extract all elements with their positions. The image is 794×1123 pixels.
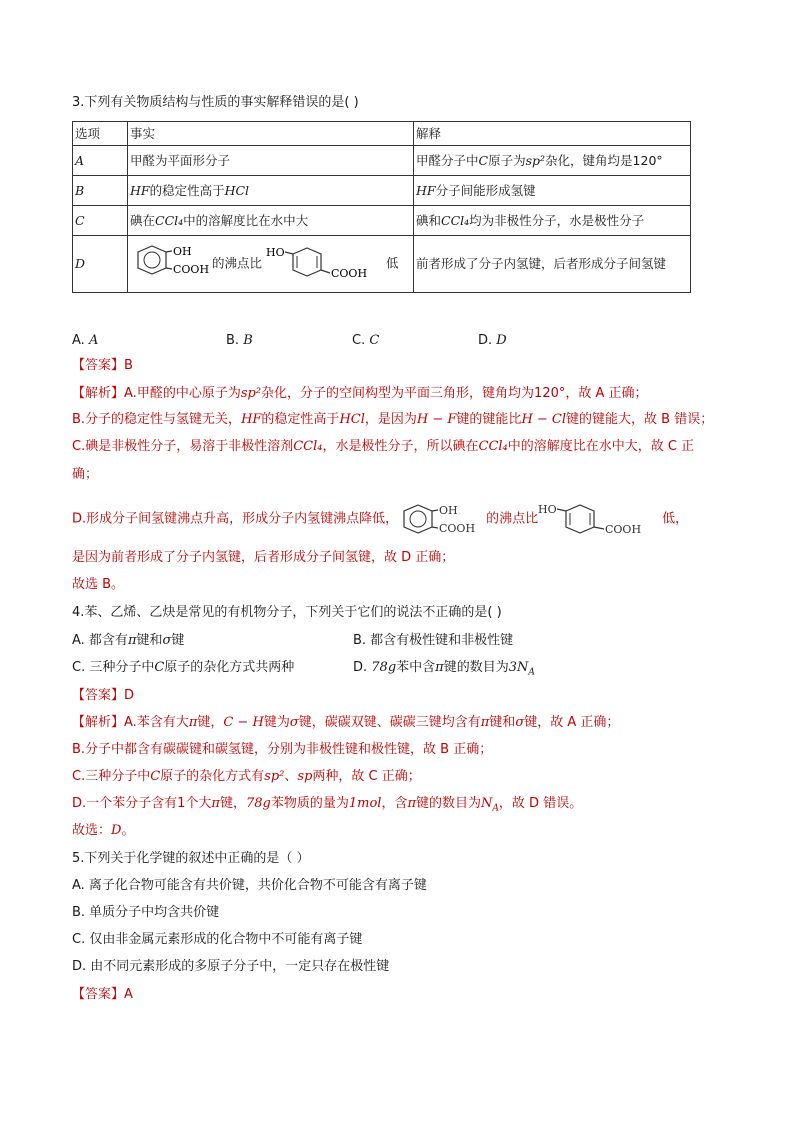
oh-label: OH — [173, 245, 192, 258]
q3-analysis-line-c-cont: 确； — [72, 467, 99, 482]
q3-table — [72, 121, 691, 293]
q3-conclusion: 故选 B。 — [72, 577, 125, 592]
oh-label: OH — [439, 504, 458, 517]
q5-option-b[interactable]: B. 单质分子中均含共价键 — [72, 905, 220, 920]
table-row — [73, 206, 691, 236]
row-fact: 碘在CCl₄中的溶解度比在水中大 — [128, 206, 414, 236]
q3-analysis-line-a: 【解析】A.甲醛的中心原子为sp²杂化，分子的空间构型为平面三角形，键角均为120°，故 A 正确； — [72, 386, 648, 401]
row-option: B — [73, 176, 128, 206]
table-row — [73, 236, 691, 293]
q3-option-c[interactable]: C. C — [352, 333, 380, 348]
row-explanation: 甲醛分子中C原子为sp²杂化，键角均是120° — [414, 146, 691, 176]
q5-option-c[interactable]: C. 仅由非金属元素形成的化合物中不可能有离子键 — [72, 932, 363, 947]
row-explanation: HF分子间能形成氢键 — [414, 176, 691, 206]
cooh-label: COOH — [439, 522, 476, 535]
q5-stem: 5.下列关于化学键的叙述中正确的是（ ） — [72, 851, 310, 866]
row-option: D — [73, 236, 128, 293]
row-option: A — [73, 146, 128, 176]
q4-option-b[interactable]: B. 都含有极性键和非极性键 — [353, 633, 514, 648]
table-row — [73, 146, 691, 176]
row-fact: 甲醛为平面形分子 — [128, 146, 414, 176]
header-fact: 事实 — [128, 122, 414, 146]
q5-option-d[interactable]: D. 由不同元素形成的多原子分子中，一定只存在极性键 — [72, 959, 390, 974]
q4-analysis-line-d: D.一个苯分子含有1个大π键，78g苯物质的量为1mol，含π键的数目为$N_A$，故 D 错误。 — [72, 796, 583, 814]
row-option: C — [73, 206, 128, 236]
q3-answer: 【答案】B — [72, 358, 133, 373]
q3-option-b[interactable]: B. B — [226, 333, 253, 348]
ho-label: HO — [538, 503, 557, 516]
header-explanation: 解释 — [414, 122, 691, 146]
p-hydroxybenzoic-acid-structure — [266, 244, 386, 284]
cooh-label: COOH — [331, 267, 368, 280]
row-fact: HF的稳定性高于HCl — [128, 176, 414, 206]
q3-analysis-line-d: D.形成分子间氢键沸点升高，形成分子内氢键沸点降低， OH COOH 的沸点比 HO COOH 低， — [72, 499, 688, 540]
q5-answer: 【答案】A — [72, 987, 133, 1002]
q4-analysis-line-a: 【解析】A.苯含有大π键，C − H键为σ键，碳碳双键、碳碳三键均含有π键和σ键，故 A 正确； — [72, 715, 620, 730]
q4-option-c[interactable]: C. 三种分子中C原子的杂化方式共两种 — [72, 660, 295, 675]
q4-analysis-line-c: C.三种分子中C原子的杂化方式有sp²、sp两种，故 C 正确； — [72, 769, 421, 784]
q3-option-d[interactable]: D. D — [478, 333, 507, 348]
q4-stem: 4.苯、乙烯、乙炔是常见的有机物分子，下列关于它们的说法不正确的是( ) — [72, 605, 502, 620]
q5-option-a[interactable]: A. 离子化合物可能含有共价键，共价化合物不可能含有离子键 — [72, 878, 427, 893]
p-hydroxybenzoic-acid-structure — [538, 499, 662, 539]
table-row — [73, 176, 691, 206]
q3-analysis-line-d-cont: 是因为前者形成了分子内氢键，后者形成分子间氢键，故 D 正确； — [72, 550, 455, 565]
q4-conclusion: 故选：D。 — [72, 823, 135, 838]
q4-option-a[interactable]: A. 都含有π键和σ键 — [72, 633, 185, 648]
header-option: 选项 — [73, 122, 128, 146]
row-fact: OH COOH 的沸点比 HO COOH 低 — [128, 236, 414, 293]
q3-analysis-line-c: C.碘是非极性分子，易溶于非极性溶剂CCl₄，水是极性分子，所以碘在CCl₄中的溶解度比在水中大，故 C 正 — [72, 439, 695, 454]
q4-analysis-line-b: B.分子中都含有碳碳键和碳氢键，分别为非极性键和极性键，故 B 正确； — [72, 742, 493, 757]
ho-label: HO — [266, 246, 285, 259]
q4-answer: 【答案】D — [72, 688, 135, 703]
q4-option-d[interactable]: D. 78g苯中含π键的数目为$3N_A$ — [353, 660, 535, 678]
salicylic-acid-structure — [398, 499, 486, 539]
cooh-label: COOH — [173, 263, 210, 276]
q3-stem: 3.下列有关物质结构与性质的事实解释错误的是( ) — [72, 95, 359, 110]
q3-analysis-line-b: B.分子的稳定性与氢键无关，HF的稳定性高于HCl，是因为H − F键的键能比H − Cl键的键能大，故 B 错误； — [72, 412, 714, 427]
salicylic-acid-structure — [130, 242, 212, 286]
cooh-label: COOH — [605, 523, 642, 536]
q3-option-a[interactable]: A. A — [72, 333, 99, 348]
row-explanation: 前者形成了分子内氢键，后者形成分子间氢键 — [414, 236, 691, 293]
row-explanation: 碘和CCl₄均为非极性分子，水是极性分子 — [414, 206, 691, 236]
